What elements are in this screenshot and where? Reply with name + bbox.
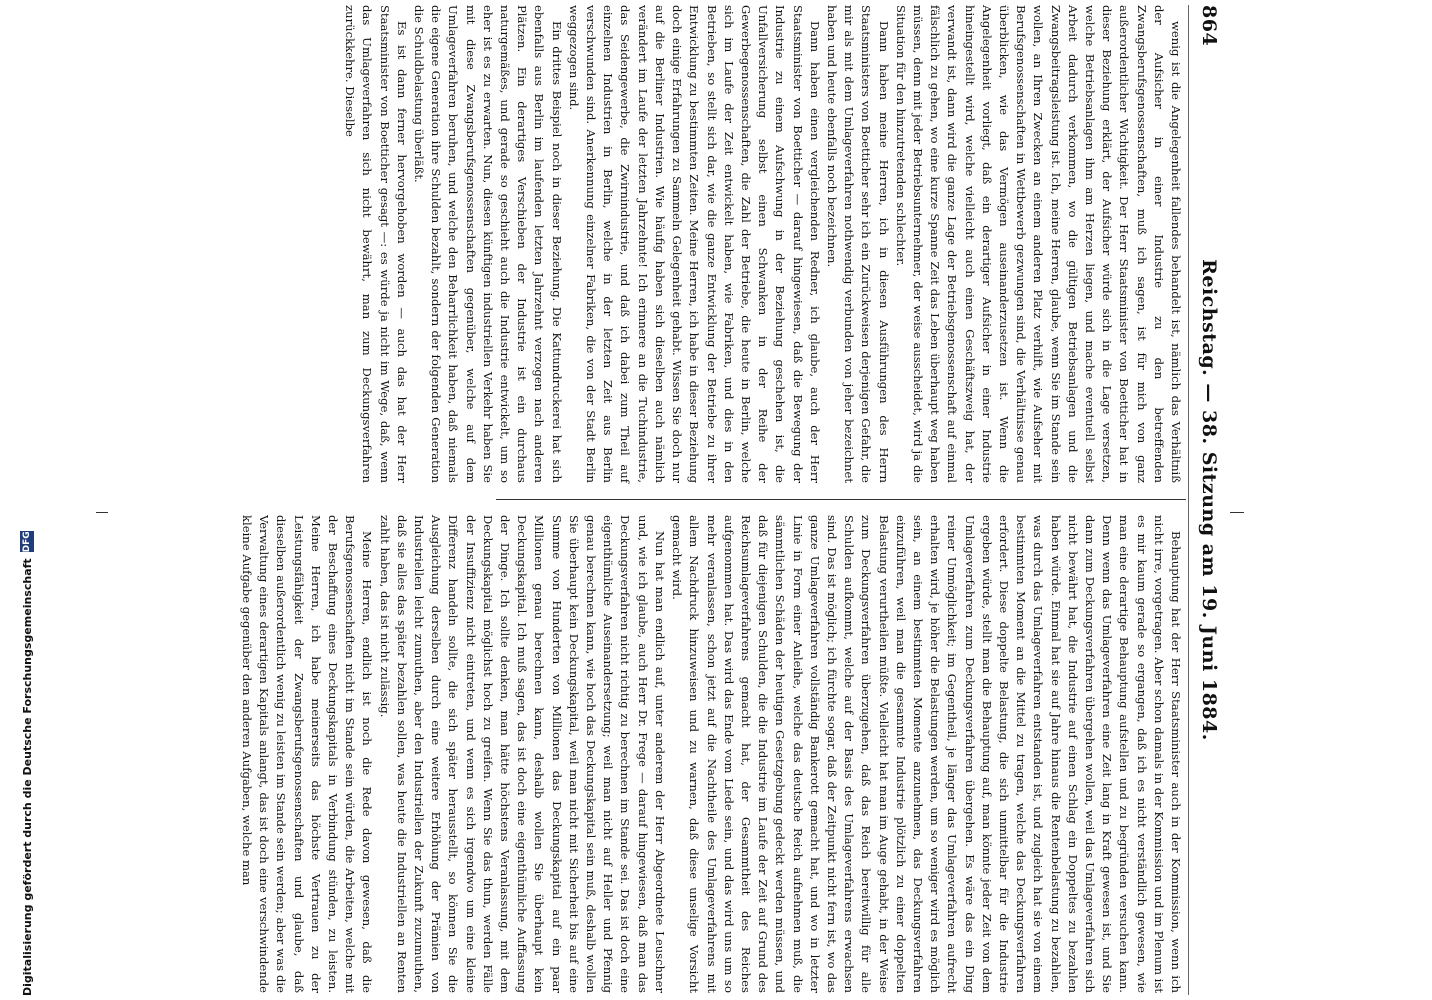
page-number: 864: [1198, 5, 1220, 47]
paragraph: Meine Herren, endlich ist noch die Rede davon gewesen, daß die Berufsgenossenschaften nicht im Stande sein würden, die Arbeiten, welche mit der Beschaffung eines Deckungskapitals in Verbindung stünden, zu leisten. Meine Herren, ich habe meinerseits das höchste Vertrauen zu der Leistungsfähigkeit der Zwangsberufsgenossenschaften und glaube, daß dieselben außerordentlich wenig zu leisten im Stande sein werden; aber was die Verwaltung eines derartigen Kapitals anlangt, das ist doch eine verschwindende kleine Aufgabe gegenüber den anderen Aufgaben, welche man: [240, 515, 375, 993]
column-divider: [496, 499, 1186, 500]
left-text-column: [343, 5, 1184, 483]
credit-text: Digitalisierung gefördert durch die Deutsche Forschungsgemeinschaft: [20, 558, 34, 996]
paragraph: Dann haben einen vergleichenden Redner, ich glaube, auch der Herr Staatsminister von Boetticher — darauf hingewiesen, daß die Bewegung der Industrie zu einem Aufschwung in der Beziehung geschehen ist, die Unfallversicherung selbst einen Schwanken in der Reihe der Gewerbegenossenschaften, die Zahl der Betriebe, die heute in Berlin, welche sich im Laufe der Zeit entwickelt haben, wie Fabriken, und dies in den Betrieben, so stellt sich dar, wie die ganze Entwicklung der Betriebe zu ihrer Entwicklung zu bestimmten Zeiten. Meine Herren, ich habe in dieser Beziehung doch einige Erfahrungen zu Sammeln Gelegenheit gehabt. Wissen Sie doch nur auf die Berliner Industrien. Wie häufig haben sich dieselben auch nämlich verändert im Laufe der letzten Jahrzehnte! Ich erinnere an die Tuchindustrie, das Seidengewerbe, die Zwirnindustrie, und daß ich dabei zum Theil auf einzelnen Industrien in Berlin, welche in der letzten Zeit aus Berlin verschwunden sind. Anerkennung einzelner Fabriken, die von der Stadt Berlin weggezogen sind.: [566, 5, 822, 483]
page-header: [1192, 5, 1220, 995]
paragraph: Es ist dann ferner hervorgehoben worden — auch das hat der Herr Staatsminister von Boetticher gesagt —: es würde ja nicht im Wege, daß, wenn das Umlageverfahren sich nicht bewährt, man zum Deckungsverfahren zurückkehre. Dieselbe: [343, 5, 409, 483]
paragraph: wenig ist die Angelegenheit fallendes behandelt ist, nämlich das Verhältniß der Aufsicher in einer Industrie zu den betreffenden Zwangsberufsgenossenschaften, muß ich sagen, ist für mich von ganz außerordentlicher Wichtigkeit. Der Herr Staatsminister von Boetticher hat in dieser Beziehung erklärt, der Aufsicher würde sich in die Lage versetzen, welche Betriebsanlagen ihm am Herzen liegen, und mache eventuell selbst Arbeit dadurch verkommen, wo die gültigen Betriebsanlagen und die Zwangsbeitragsleistung ist. Ich, meine Herren, glaube, wenn Sie im Stande sein wollen, an Ihren Zwecken an einem anderen Platz verhilft, wie Aufseher mit Berufsgenossenschaften in Wettbewerb gezwungen sind, die Verhältnisse genau überblicken, wie das Vermögen auseinanderzusetzen ist. Wenn die Angelegenheit vorliegt, daß ein derartiger Aufsicher in einer Industrie hineingestellt wird, welche vielleicht auch einen Geschäftszweig hat, der verwandt ist, dann wird die ganze Lage der Betriebsgenossenschaft auf einmal fälschlich zu gehen, wo eine kurze Spanne Zeit das Leben überhaupt weg haben müssen, denn mit jeder Betriebsunternehmer, der weise ausscheidet, wird ja die Situation für den hinzutretenden schlechter.: [893, 5, 1183, 483]
running-title: Reichstag. — 38. Sitzung am 19. Juni 1884.: [1198, 259, 1220, 741]
header-rule: [1188, 5, 1189, 995]
digitization-credit: [20, 531, 34, 996]
paragraph: Dann haben meine Herren, ich in diesen Ausführungen des Herrn Staatsministers von Boetticher sehr ich ein Zurückweisen derjenigen Gefahr, die mir als mit dem Umlageverfahren nothwendig verbunden von jeher bezeichnet haben und heute ebenfalls noch bezeichnen.: [824, 5, 891, 483]
fold-mark: [1230, 512, 1244, 513]
paragraph: Behauptung hat der Herr Staatsminister auch in der Kommission, wenn ich nicht irre, vorgetragen. Aber schon damals in der Kommission und im Plenum ist es mir kaum gerade so ergangen, daß ich es nicht verständlich gewesen, wie man eine derartige Behauptung aufstellen und zu begründen versuchen kann. Denn wenn das Umlageverfahren eine Zeit lang in Kraft gewesen ist, und Sie dann zum Deckungsverfahren übergehen wollen, weil das Umlageverfahren sich nicht bewährt hat, die Industrie auf einen Schlag ein Doppeltes zu bezahlen haben würde. Einmal hat sie auf Jahre hinaus die Rentenbelastung zu bezahlen, was durch das Umlageverfahren entstanden ist, und zugleich hat sie von einem bestimmten Moment an die Mittel zu tragen, welche das Deckungsverfahren erfordert. Diese doppelte Belastung, die sich unmittelbar für die Industrie ergeben würde, stellt man die Behauptung auf, man könnte jeder Zeit von dem Umlageverfahren zum Deckungsverfahren übergehen. Es wäre das ein Ding reiner Unmöglichkeit; im Gegentheil, je länger das Umlageverfahren aufrecht erhalten wird, je höher die Belastungen werden, um so weniger wird es möglich sein, an einem bestimmten Momente anzunehmen, das Deckungsverfahren einzuführen, weil man die gesammte Industrie plötzlich zu einer doppelten Belastung verurtheilen müßte. Vielleicht hat man im Auge gehabt, in der Weise zum Deckungsverfahren überzugehen, daß das Reich bereitwillig für alle Schulden aufkommt, welche auf der Basis des Umlageverfahrens erwachsen sind. Das ist möglich; ich fürchte sogar, daß der Zeitpunkt nicht fern ist, wo das ganze Umlageverfahren vollständig Bankerott gemacht hat, und wo in letzter Linie in Form einer Anleihe, welche das deutsche Reich aufnehmen muß, die sämmtlichen Schäden der heutigen Gesetzgebung gedeckt werden müssen, und daß für diejenigen Schulden, die die Industrie im Laufe der Zeit auf Grund des Reichsumlageverfahrens gemacht hat, der Gesammtheit des Reiches aufgenommen hat. Das wird das Ende vom Liede sein, und das wird uns um so mehr veranlassen, schon jetzt auf die Nachtheile des Umlageverfahrens mit allem Nachdruck hinzuweisen und zu warnen, daß diese unselige Vorsicht gemacht wird.: [670, 515, 1183, 993]
dfg-logo-icon: DFG: [22, 531, 32, 553]
rotated-page-content: [240, 5, 1220, 995]
fold-mark: [96, 512, 108, 513]
right-text-column: [240, 515, 1184, 993]
paragraph: Nun hat man endlich auf, unter anderem der Herr Abgeordnete Leuschner und, wie ich glaube, auch Herr Dr. Frege — darauf hingewiesen, daß man das Deckungsverfahren nicht richtig zu berechnen im Stande sei. Das ist doch eine eigenthümliche Auseinandersetzung; weil man nicht auf Heller und Pfennig genau berechnen kann, wie hoch das Deckungskapital sein muß, deshalb wollen Sie überhaupt kein Deckungskapital, weil man nicht mit Sicherheit bis auf eine Summe von Hunderten von Millionen das Deckungskapital auf ein paar Millionen genau berechnen kann, deshalb wollen Sie überhaupt kein Deckungskapital. Ich muß sagen, das ist doch eine eigenthümliche Auffassung der Dinge. Ich sollte denken, man hätte höchstens Veranlassung, mit dem Deckungskapital möglichst hoch zu greifen. Wenn Sie das thun, werden Fälle der Insuffizienz nicht eintreten, und wenn es sich irgendwo um eine kleine Differenz handeln sollte, die sich später herausstellt, so können Sie die Ausgleichung derselben durch eine weitere Erhöhung der Prämien von Industriellen leicht zumuthen, aber den Industriellen der Zukunft zuzumuthen, daß sie alles das später bezahlen sollen, was heute die Industriellen an Renten zahlt haben, das ist nicht zulässig.: [377, 515, 667, 993]
paragraph: Ein drittes Beispiel noch in dieser Beziehung. Die Kattundruckerei hat sich ebenfalls aus Berlin im laufenden letzten Jahrzehnt verzogen nach anderen Plätzen. Ein derartiges Verschieben der Industrie ist ein durchaus naturgemäßes, und gerade so geschieht auch die Industrie entwickelt, um so eher ist es zu erwarten. Nun, diesen künftigen industriellen Verkehr haben Sie mit diese Zwangsberufsgenossenschaften gegenüber, welche auf dem Umlageverfahren beruhen, und welche den Beharrlichkeit haben, daß niemals die eigene Generation ihre Schulden bezahlt, sondern der folgenden Generation die Schuldbelastung überläßt.: [412, 5, 564, 483]
